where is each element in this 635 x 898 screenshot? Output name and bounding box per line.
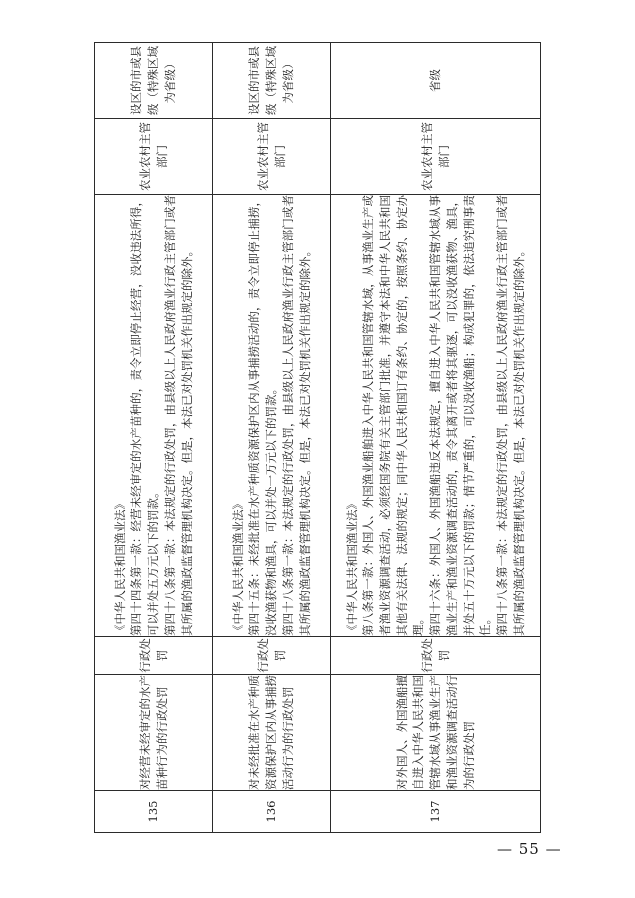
administrative-level: 省级: [331, 43, 541, 119]
row-number: 135: [95, 791, 213, 833]
law-clause: 第四十八条第一款：本法规定的行政处罚，由县级以上人民政府渔业行政主管部门或者其所属的渔政监督管理机构决定。但是，本法已对处罚机关作出规定的除外。: [494, 195, 526, 636]
item-name: 对未经批准在水产种质资源保护区内从事捕捞活动行为的行政处罚: [213, 675, 331, 791]
row-number: 136: [213, 791, 331, 833]
table-row: [213, 43, 331, 833]
table-row: [331, 43, 541, 833]
law-clause: 第四十八条第一款：本法规定的行政处罚，由县级以上人民政府渔业行政主管部门或者其所属的渔政监督管理机构决定。但是，本法已对处罚机关作出规定的除外。: [280, 195, 312, 636]
row-number: 137: [331, 791, 541, 833]
law-clause: 第四十五条：未经批准在水产种质资源保护区内从事捕捞活动的，责令立即停止捕捞，没收渔获物和渔具，可以并处一万元以下的罚款。: [247, 195, 279, 636]
item-type: 行政处罚: [95, 637, 213, 675]
law-title: 《中华人民共和国渔业法》: [230, 498, 245, 636]
item-name: 对经营未经审定的水产苗种行为的行政处罚: [95, 675, 213, 791]
legal-basis: [331, 195, 541, 637]
responsible-department: 农业农村主管部门: [213, 119, 331, 195]
legal-basis: [95, 195, 213, 637]
law-clause: 第八条第一款：外国人、外国渔业船舶进入中华人民共和国管辖水域，从事渔业生产或者渔业资源调查活动，必须经国务院有关主管部门批准，并遵守本法和中华人民共和国其他有关法律、法规的规定；同中华人民共和国订有条约、协定的，按照条约、协定办理。: [361, 195, 426, 636]
administrative-level: 设区的市或县级（特殊区域为省级）: [213, 43, 331, 119]
page-number: — 55 —: [497, 840, 562, 858]
law-title: 《中华人民共和国渔业法》: [112, 498, 127, 636]
law-title: 《中华人民共和国渔业法》: [344, 498, 359, 636]
responsible-department: 农业农村主管部门: [95, 119, 213, 195]
law-clause: 第四十四条第一款：经营未经审定的水产苗种的，责令立即停止经营，没收违法所得，可以并处五万元以下的罚款。: [129, 195, 161, 636]
item-name: 对外国人、外国渔船擅自进入中华人民共和国管辖水域从事渔业生产和渔业资源调查活动行为的行政处罚: [331, 675, 541, 791]
rotated-table-container: [94, 43, 540, 833]
legal-basis: [213, 195, 331, 637]
law-clause: 第四十八条第一款：本法规定的行政处罚，由县级以上人民政府渔业行政主管部门或者其所属的渔政监督管理机构决定。但是，本法已对处罚机关作出规定的除外。: [162, 195, 194, 636]
administrative-level: 设区的市或县级（特殊区域为省级）: [95, 43, 213, 119]
responsible-department: 农业农村主管部门: [331, 119, 541, 195]
item-type: 行政处罚: [213, 637, 331, 675]
penalty-table: [94, 42, 541, 833]
table-row: [95, 43, 213, 833]
item-type: 行政处罚: [331, 637, 541, 675]
law-clause: 第四十六条：外国人、外国渔船违反本法规定，擅自进入中华人民共和国管辖水域从事渔业生产和渔业资源调查活动的，责令其离开或者将其驱逐，可以没收渔获物、渔具，并处五十万元以下的罚款；情节严重的，可以没收渔船；构成犯罪的，依法追究刑事责任。: [428, 195, 493, 636]
